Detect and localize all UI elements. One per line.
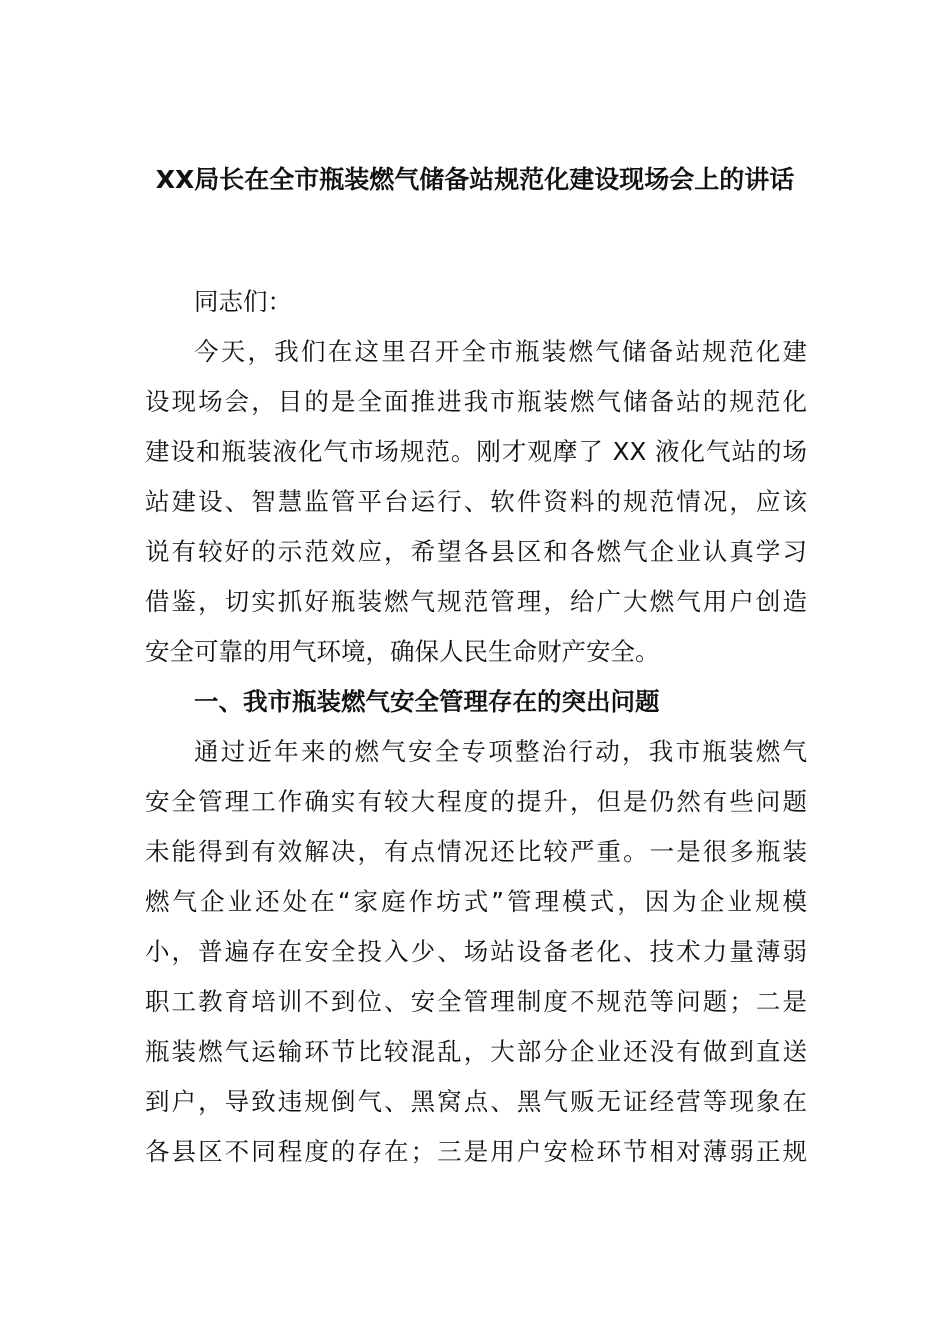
paragraph-line: 设现场会，目的是全面推进我市瓶装燃气储备站的规范化 [145,387,807,416]
paragraph-line: 未能得到有效解决，有点情况还比较严重。一是很多瓶装 [145,837,807,866]
paragraph-line: 借鉴，切实抓好瓶装燃气规范管理，给广大燃气用户创造 [145,587,807,616]
paragraph-line: 通过近年来的燃气安全专项整治行动，我市瓶装燃气 [194,737,807,766]
paragraph-line: 各县区不同程度的存在；三是用户安检环节相对薄弱正规 [145,1137,807,1166]
paragraph-line: 安全可靠的用气环境，确保人民生命财产安全。 [145,637,660,666]
paragraph-line: 建设和瓶装液化气市场规范。刚才观摩了 XX 液化气站的场 [145,437,807,466]
paragraph-line: 说有较好的示范效应，希望各县区和各燃气企业认真学习 [145,537,807,566]
paragraph-line: 今天，我们在这里召开全市瓶装燃气储备站规范化建 [194,337,807,366]
paragraph-line: 安全管理工作确实有较大程度的提升，但是仍然有些问题 [145,787,807,816]
document-title: XX局长在全市瓶装燃气储备站规范化建设现场会上的讲话 [155,165,795,194]
document-body [145,277,807,1177]
salutation: 同志们： [194,287,292,316]
paragraph-line: 到户，导致违规倒气、黑窝点、黑气贩无证经营等现象在 [145,1087,807,1116]
paragraph-line: 小，普遍存在安全投入少、场站设备老化、技术力量薄弱 [145,937,807,966]
paragraph-line: 站建设、智慧监管平台运行、软件资料的规范情况，应该 [145,487,807,516]
section-heading: 一、我市瓶装燃气安全管理存在的突出问题 [194,687,660,716]
paragraph-line: 职工教育培训不到位、安全管理制度不规范等问题；二是 [145,987,807,1016]
paragraph-line: 瓶装燃气运输环节比较混乱，大部分企业还没有做到直送 [145,1037,807,1066]
paragraph-line: 燃气企业还处在“家庭作坊式”管理模式，因为企业规模 [145,887,807,916]
